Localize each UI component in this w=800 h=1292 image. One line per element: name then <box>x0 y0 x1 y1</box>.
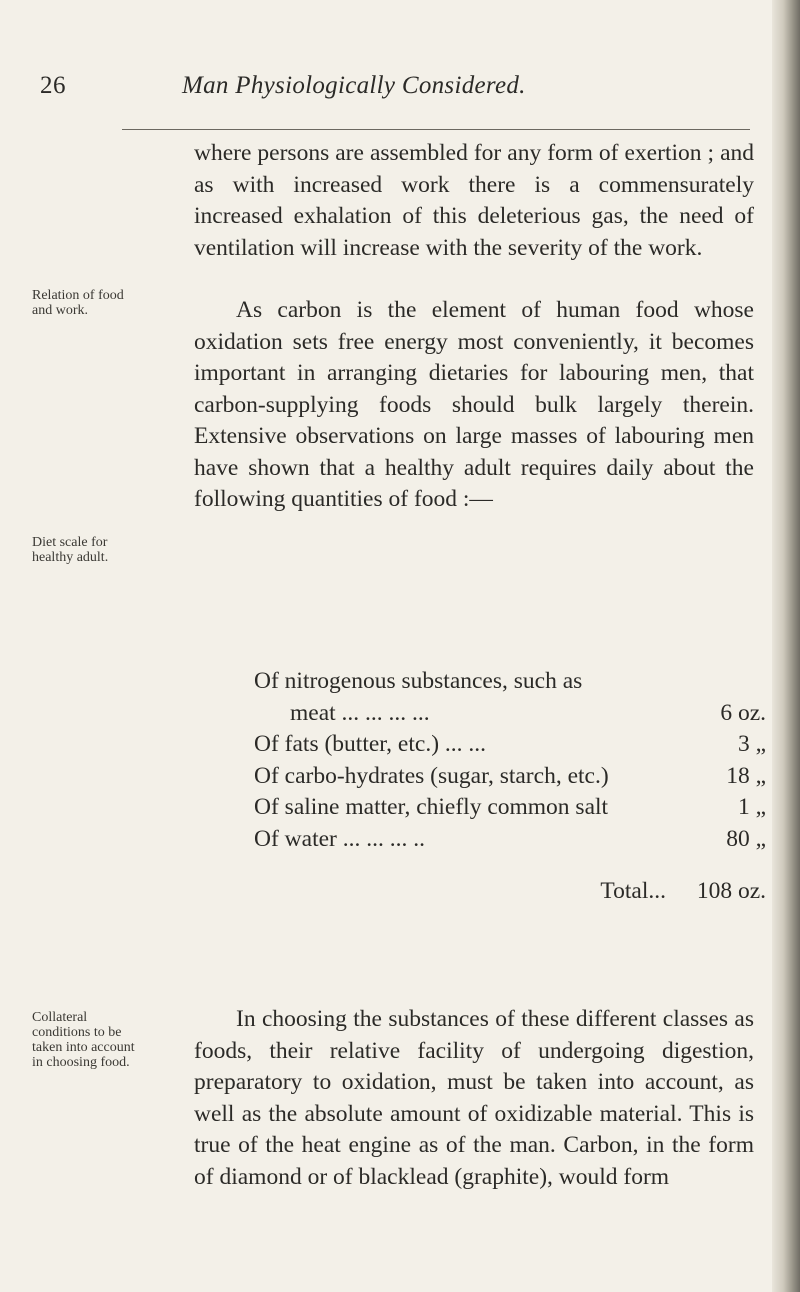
diet-row-quantity: 18 „ <box>726 762 766 789</box>
diet-row-quantity: 3 „ <box>737 731 766 757</box>
diet-row-quantity: 80 „ <box>726 825 766 852</box>
diet-row <box>254 792 766 824</box>
diet-row-label: Of water ... ... ... .. <box>254 825 425 852</box>
diet-row-label: Of saline matter, chiefly common salt <box>254 794 609 820</box>
page-number: 26 <box>40 72 66 99</box>
header-rule <box>122 129 750 130</box>
diet-total-label: Total... <box>600 878 666 904</box>
sidenote-relation-food-work: Relation of food and work. <box>32 288 124 318</box>
diet-row-label: Of fats (butter, etc.) ... ... <box>254 731 487 757</box>
diet-row-label: meat ... ... ... ... <box>290 699 430 726</box>
sidenote-diet-scale: Diet scale for healthy adult. <box>32 535 109 565</box>
diet-row-quantity: 6 oz. <box>720 699 766 726</box>
paragraph-choosing: In choosing the substances of these different classes as foods, their relative facility of undergoing digestion, preparatory to oxidation, must be taken into account, as well as the absolute amount of oxidizable material. This is true of the heat engine as of the man. Carbon, in the form of diamond or of blacklead (graphite), would form <box>194 1006 754 1190</box>
sidenote-collateral-conditions: Collateral conditions to be taken into account in choosing food. <box>32 1010 135 1070</box>
diet-total-value: 108 oz. <box>696 878 766 904</box>
diet-total-row <box>254 876 766 908</box>
diet-row-quantity: 1 „ <box>737 794 766 820</box>
diet-table <box>254 666 766 908</box>
paragraph-carbon: As carbon is the element of human food whose oxidation sets free energy most conveniently, it becomes important in arranging dietaries for labouring men, that carbon-supplying foods should bulk largely therein. Extensive observations on large masses of labouring men have shown that a healthy adult requires daily about the following quantities of food :— <box>194 297 754 512</box>
diet-row-label: Of nitrogenous substances, such as <box>254 668 583 694</box>
running-title: Man Physiologically Considered. <box>182 72 526 99</box>
diet-row <box>254 761 766 793</box>
diet-row-label: Of carbo-hydrates (sugar, starch, etc.) <box>254 762 609 789</box>
page-edge <box>772 0 800 1292</box>
diet-row <box>254 698 766 730</box>
diet-row <box>254 666 766 698</box>
paragraph-exertion: where persons are assembled for any form of exertion ; and as with increased work there is a commensurately increased exhalation of this deleterious gas, the need of ventilation will increase with the severity of the work. <box>194 140 754 261</box>
page-header <box>40 72 770 112</box>
diet-row <box>254 824 766 856</box>
diet-row <box>254 729 766 761</box>
